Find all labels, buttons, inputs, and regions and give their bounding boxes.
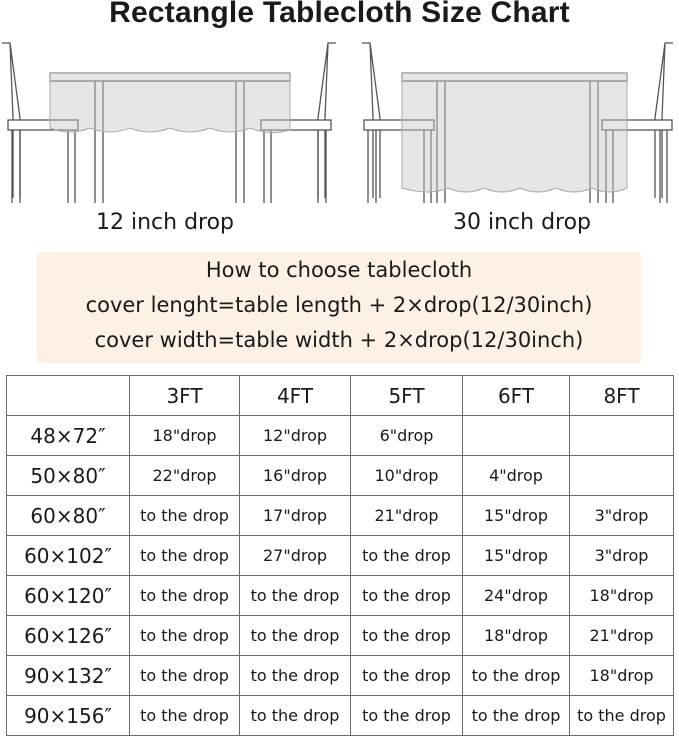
drop-cell: 18"drop — [130, 416, 240, 456]
drop-cell: 17"drop — [240, 496, 351, 536]
guide-width-formula: cover width=table width + 2×drop(12/30inch) — [94, 328, 584, 352]
how-to-choose-box — [37, 252, 641, 363]
drop-cell: to the drop — [570, 696, 674, 736]
drop-cell: to the drop — [351, 616, 463, 656]
size-cell: 90×132″ — [7, 656, 130, 696]
drop-cell: 12"drop — [240, 416, 351, 456]
table-row — [7, 416, 674, 456]
drop-cell: 18"drop — [570, 576, 674, 616]
drop-cell: 21"drop — [351, 496, 463, 536]
drop-cell: 15"drop — [463, 496, 570, 536]
drop-cell: 22"drop — [130, 456, 240, 496]
drop-cell: to the drop — [130, 616, 240, 656]
drop-cell: to the drop — [130, 496, 240, 536]
table-row — [7, 536, 674, 576]
header-5ft: 5FT — [351, 376, 463, 416]
header-6ft: 6FT — [463, 376, 570, 416]
drop-cell: 18"drop — [570, 656, 674, 696]
drop-cell: 21"drop — [570, 616, 674, 656]
drop-cell: 4"drop — [463, 456, 570, 496]
drop-cell: to the drop — [351, 536, 463, 576]
drop-cell: to the drop — [240, 576, 351, 616]
header-3ft: 3FT — [130, 376, 240, 416]
size-cell: 90×156″ — [7, 696, 130, 736]
drop-cell: 10"drop — [351, 456, 463, 496]
header-4ft: 4FT — [240, 376, 351, 416]
drop-cell: to the drop — [130, 576, 240, 616]
size-cell: 48×72″ — [7, 416, 130, 456]
drop-cell: to the drop — [351, 696, 463, 736]
drop-cell: 6"drop — [351, 416, 463, 456]
drop-cell: 24"drop — [463, 576, 570, 616]
table-row — [7, 496, 674, 536]
table-row — [7, 576, 674, 616]
drop-cell: 18"drop — [463, 616, 570, 656]
table-row — [7, 616, 674, 656]
header-8ft: 8FT — [570, 376, 674, 416]
table-row — [7, 456, 674, 496]
table-row — [7, 696, 674, 736]
drop-cell — [463, 416, 570, 456]
guide-length-formula: cover lenght=table length + 2×drop(12/30inch) — [85, 293, 593, 317]
size-cell: 60×80″ — [7, 496, 130, 536]
header-row — [7, 376, 674, 416]
drop-cell: to the drop — [130, 656, 240, 696]
chart-title: Rectangle Tablecloth Size Chart — [109, 0, 570, 29]
drop-cell — [570, 416, 674, 456]
caption-12-inch-drop: 12 inch drop — [96, 210, 235, 235]
drop-cell: to the drop — [351, 576, 463, 616]
drop-cell: 16"drop — [240, 456, 351, 496]
drop-cell: 15"drop — [463, 536, 570, 576]
drop-cell: to the drop — [130, 696, 240, 736]
drop-cell: to the drop — [351, 656, 463, 696]
drop-cell: to the drop — [240, 656, 351, 696]
drop-cell — [570, 456, 674, 496]
drop-cell: 27"drop — [240, 536, 351, 576]
table-12-inch-drop-illustration — [0, 38, 339, 208]
drop-cell: 3"drop — [570, 496, 674, 536]
size-chart-table — [6, 375, 674, 736]
table-30-inch-drop-illustration — [340, 38, 679, 208]
drop-cell: to the drop — [240, 616, 351, 656]
size-cell: 50×80″ — [7, 456, 130, 496]
header-corner-cell — [7, 376, 130, 416]
size-cell: 60×120″ — [7, 576, 130, 616]
drop-cell: to the drop — [463, 696, 570, 736]
guide-heading: How to choose tablecloth — [205, 258, 473, 282]
drop-cell: to the drop — [130, 536, 240, 576]
size-cell: 60×126″ — [7, 616, 130, 656]
caption-30-inch-drop: 30 inch drop — [453, 210, 592, 235]
size-cell: 60×102″ — [7, 536, 130, 576]
drop-cell: to the drop — [463, 656, 570, 696]
drop-cell: 3"drop — [570, 536, 674, 576]
table-row — [7, 656, 674, 696]
drop-cell: to the drop — [240, 696, 351, 736]
